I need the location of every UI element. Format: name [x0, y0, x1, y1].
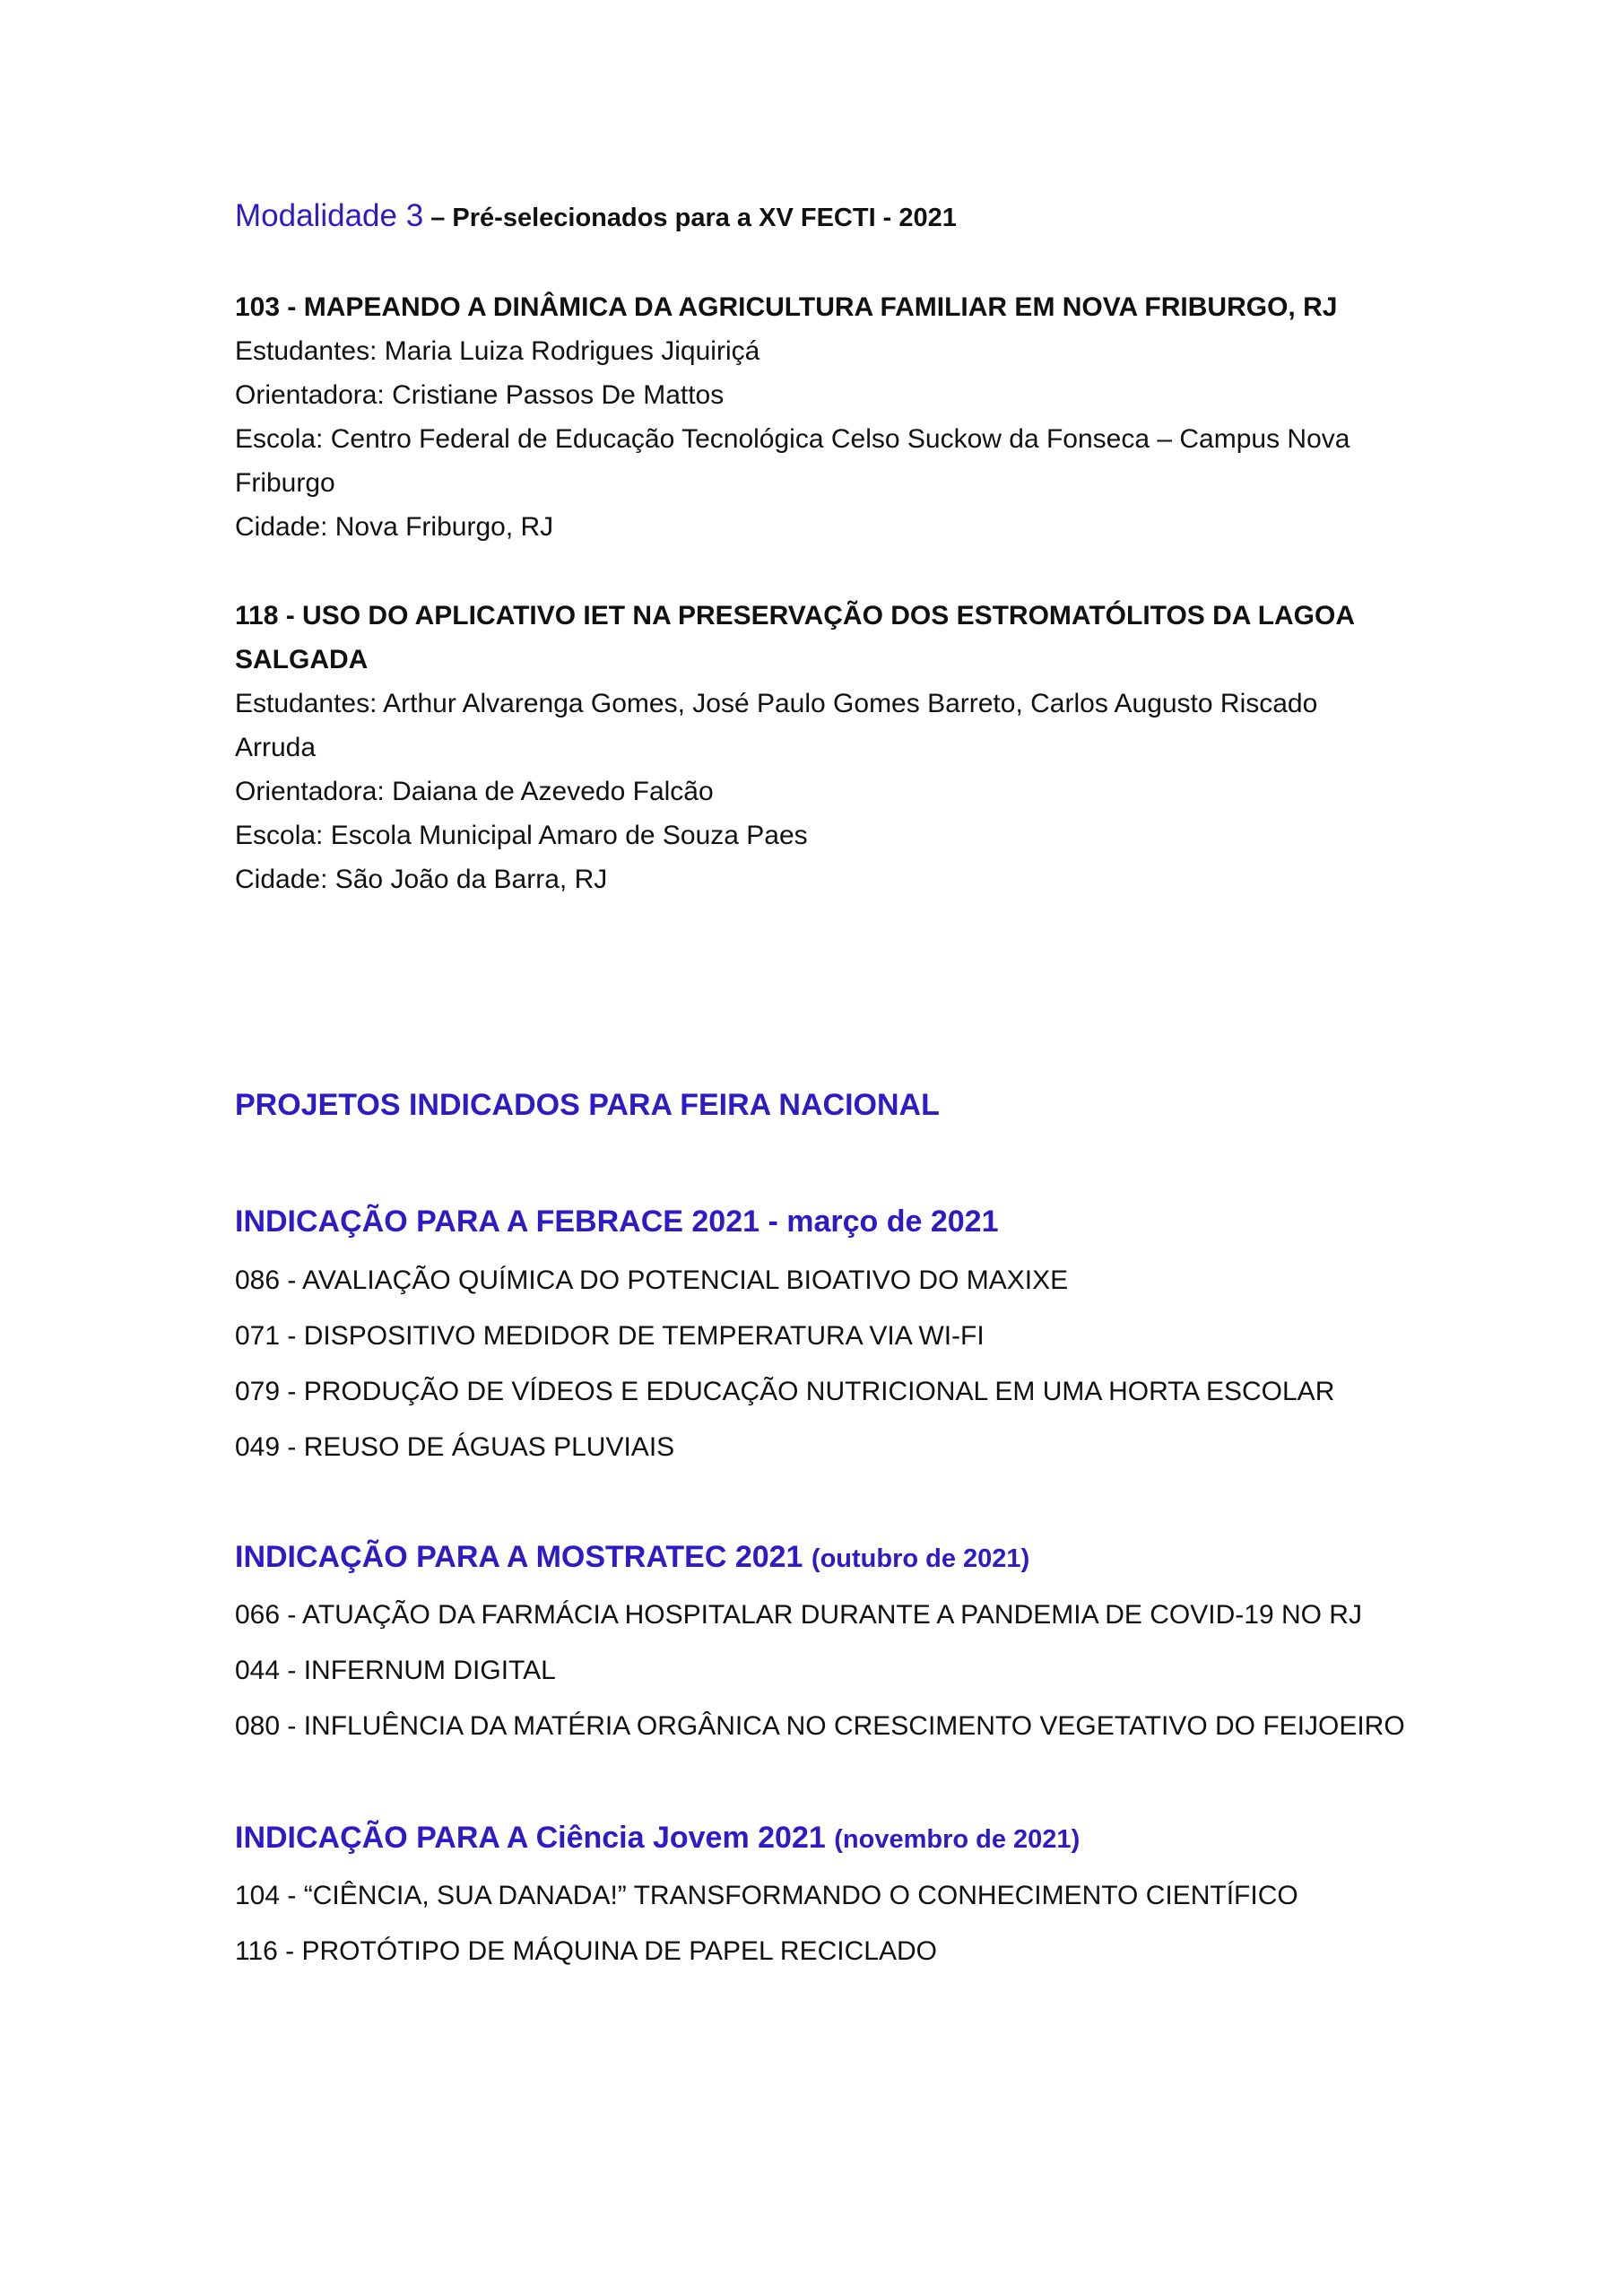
list-item: 079 - PRODUÇÃO DE VÍDEOS E EDUCAÇÃO NUTRICIONAL EM UMA HORTA ESCOLAR: [235, 1377, 1335, 1406]
modalidade-suffix: – Pré-selecionados para a XV FECTI - 2021: [423, 204, 957, 232]
mostratec-heading: INDICAÇÃO PARA A MOSTRATEC 2021: [235, 1540, 803, 1574]
list-item: 049 - REUSO DE ÁGUAS PLUVIAIS: [235, 1432, 675, 1462]
mostratec-heading-date: (outubro de 2021): [811, 1544, 1030, 1573]
project-students: Estudantes: Arthur Alvarenga Gomes, José Paulo Gomes Barreto, Carlos Augusto Riscado: [235, 689, 1318, 718]
list-item: 080 - INFLUÊNCIA DA MATÉRIA ORGÂNICA NO CRESCIMENTO VEGETATIVO DO FEIJOEIRO: [235, 1711, 1405, 1741]
febrace-heading: INDICAÇÃO PARA A FEBRACE 2021 - março de 2021: [235, 1205, 999, 1239]
modalidade-label: Modalidade 3: [235, 198, 424, 233]
project-title: 103 - MAPEANDO A DINÂMICA DA AGRICULTURA FAMILIAR EM NOVA FRIBURGO, RJ: [235, 292, 1338, 322]
project-advisor: Orientadora: Daiana de Azevedo Falcão: [235, 777, 714, 806]
project-school-continued: Friburgo: [235, 468, 335, 498]
list-item: 104 - “CIÊNCIA, SUA DANADA!” TRANSFORMANDO O CONHECIMENTO CIENTÍFICO: [235, 1881, 1298, 1910]
mostratec-section: [235, 1535, 1392, 1581]
project-city: Cidade: Nova Friburgo, RJ: [235, 512, 554, 542]
febrace-section: [235, 1200, 1392, 1244]
ciencia-jovem-section: [235, 1816, 1392, 1862]
list-item: 086 - AVALIAÇÃO QUÍMICA DO POTENCIAL BIOATIVO DO MAXIXE: [235, 1265, 1069, 1295]
list-item: 044 - INFERNUM DIGITAL: [235, 1656, 556, 1685]
project-advisor: Orientadora: Cristiane Passos De Mattos: [235, 380, 725, 410]
project-title: 118 - USO DO APLICATIVO IET NA PRESERVAÇÃO DOS ESTROMATÓLITOS DA LAGOA: [235, 601, 1356, 631]
project-students-continued: Arruda: [235, 733, 317, 762]
project-school: Escola: Centro Federal de Educação Tecnológica Celso Suckow da Fonseca – Campus Nova: [235, 424, 1350, 454]
section-title: PROJETOS INDICADOS PARA FEIRA NACIONAL: [235, 1088, 940, 1122]
project-city: Cidade: São João da Barra, RJ: [235, 865, 608, 894]
list-item: 116 - PROTÓTIPO DE MÁQUINA DE PAPEL RECICLADO: [235, 1936, 937, 1966]
project-title-continued: SALGADA: [235, 645, 369, 674]
modalidade-heading: [235, 194, 1392, 240]
ciencia-jovem-heading: INDICAÇÃO PARA A Ciência Jovem 2021: [235, 1821, 826, 1855]
indicados-heading: [235, 1083, 1392, 1127]
project-students: Estudantes: Maria Luiza Rodrigues Jiquiriçá: [235, 336, 760, 366]
project-entry-103: [235, 285, 1392, 549]
mostratec-list: [235, 1587, 1405, 1754]
ciencia-jovem-list: [235, 1868, 1392, 1979]
list-item: 066 - ATUAÇÃO DA FARMÁCIA HOSPITALAR DURANTE A PANDEMIA DE COVID-19 NO RJ: [235, 1600, 1362, 1630]
ciencia-jovem-heading-date: (novembro de 2021): [834, 1825, 1081, 1854]
list-item: 071 - DISPOSITIVO MEDIDOR DE TEMPERATURA VIA WI-FI: [235, 1321, 985, 1351]
febrace-list: [235, 1253, 1392, 1475]
project-entry-118: [235, 594, 1392, 901]
project-school: Escola: Escola Municipal Amaro de Souza Paes: [235, 821, 808, 850]
